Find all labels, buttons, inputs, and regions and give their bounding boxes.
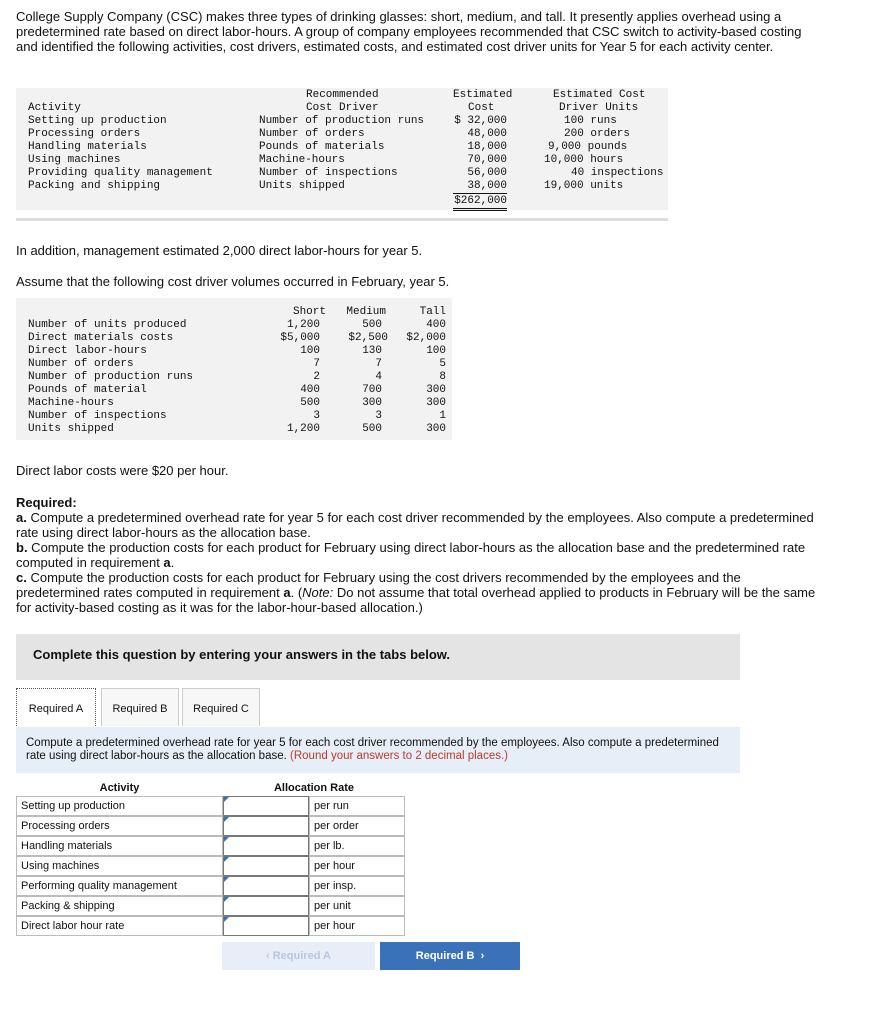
activity-label: Performing quality management xyxy=(16,876,223,896)
cost-total: $262,000 xyxy=(453,195,507,211)
short-8: 3 xyxy=(313,410,320,422)
row-label-4: Number of orders xyxy=(28,358,134,370)
medium-1: 500 xyxy=(362,319,382,331)
rounding-note: (Round your answers to 2 decimal places.) xyxy=(290,750,508,762)
header-units-2: Driver Units xyxy=(559,102,639,114)
cost-6: 38,000 xyxy=(453,180,507,194)
medium-3: 130 xyxy=(362,345,382,357)
rate-unit: per insp. xyxy=(309,876,405,896)
activity-6: Packing and shipping xyxy=(28,180,161,192)
tall-2: $2,000 xyxy=(406,332,446,344)
short-2: $5,000 xyxy=(280,332,320,344)
tall-8: 1 xyxy=(439,410,446,422)
activity-label: Packing & shipping xyxy=(16,896,223,916)
labor-cost-note: Direct labor costs were $20 per hour. xyxy=(16,463,229,478)
cost-4: 70,000 xyxy=(467,154,507,166)
activity-label: Using machines xyxy=(16,856,223,876)
header-cost-2: Cost xyxy=(468,102,495,114)
rate-input[interactable] xyxy=(223,836,309,856)
tab-required-b[interactable]: Required B xyxy=(101,688,179,726)
activity-1: Setting up production xyxy=(28,115,167,127)
units-2: 200 orders xyxy=(564,128,631,140)
medium-4: 7 xyxy=(375,358,382,370)
rate-input[interactable] xyxy=(223,796,309,816)
banner-text: Complete this question by entering your answers in the tabs below. xyxy=(33,647,451,662)
cost-2: 48,000 xyxy=(467,128,507,140)
header-short: Short xyxy=(292,306,326,318)
rate-input[interactable] xyxy=(223,896,309,916)
divider xyxy=(16,218,668,221)
medium-9: 500 xyxy=(362,423,382,435)
tall-1: 400 xyxy=(426,319,446,331)
activity-3: Handling materials xyxy=(28,141,147,153)
cost-1: $ 32,000 xyxy=(454,115,507,127)
rate-input[interactable] xyxy=(223,816,309,836)
medium-6: 700 xyxy=(362,384,382,396)
medium-7: 300 xyxy=(362,397,382,409)
february-volumes-table xyxy=(16,298,452,440)
header-tall: Tall xyxy=(419,306,446,318)
instructions-banner xyxy=(16,634,740,680)
row-label-9: Units shipped xyxy=(28,423,114,435)
row-label-3: Direct labor-hours xyxy=(28,345,147,357)
header-medium: Medium xyxy=(346,306,386,318)
short-9: 1,200 xyxy=(286,423,320,435)
cost-5: 56,000 xyxy=(467,167,507,179)
rate-unit: per lb. xyxy=(309,836,405,856)
short-5: 2 xyxy=(313,371,320,383)
chevron-right-icon: › xyxy=(474,950,485,962)
driver-3: Pounds of materials xyxy=(259,141,385,153)
tall-6: 300 xyxy=(426,384,446,396)
row-label-7: Machine-hours xyxy=(28,397,114,409)
units-5: 40 inspections xyxy=(571,167,664,179)
row-label-8: Number of inspections xyxy=(28,410,167,422)
tall-4: 5 xyxy=(439,358,446,370)
short-3: 100 xyxy=(300,345,320,357)
requirements xyxy=(16,495,816,615)
medium-2: $2,500 xyxy=(348,332,388,344)
tab-required-a[interactable]: Required A xyxy=(16,688,96,726)
problem-intro: College Supply Company (CSC) makes three types of drinking glasses: short, medium, and tall. It presently applies overhead using a predetermined rate based on direct labor-hours. A group of company employees recommended that CSC switch to activity-based costing and identified the following activities, cost drivers, estimated costs, and estimated cost driver units for Year 5 for each activity center. xyxy=(16,9,802,54)
activity-label: Handling materials xyxy=(16,836,223,856)
activity-label: Setting up production xyxy=(16,796,223,816)
activity-4: Using machines xyxy=(28,154,121,166)
driver-4: Machine-hours xyxy=(259,154,345,166)
activity-label: Processing orders xyxy=(16,816,223,836)
short-1: 1,200 xyxy=(286,319,320,331)
header-driver-2: Cost Driver xyxy=(306,102,379,114)
next-tab-button[interactable]: Required B › xyxy=(380,942,520,970)
row-label-5: Number of production runs xyxy=(28,371,194,383)
activity-table xyxy=(16,88,668,210)
rate-unit: per run xyxy=(309,796,405,816)
driver-6: Units shipped xyxy=(259,180,345,192)
row-label-2: Direct materials costs xyxy=(28,332,174,344)
tall-9: 300 xyxy=(426,423,446,435)
row-label-1: Number of units produced xyxy=(28,319,187,331)
requirement-c: c. Compute the production costs for each product for February using the cost drivers recommended by the employees and the predetermined rates computed in requirement a. (Note: Do not assume that total overhead applied to products in February will be the same for activity-based costing as it was for the labor-hour-based allocation.) xyxy=(16,570,816,615)
rate-unit: per order xyxy=(309,816,405,836)
header-cost-1: Estimated xyxy=(453,89,513,101)
cost-3: 18,000 xyxy=(467,141,507,153)
header-units-1: Estimated Cost xyxy=(553,89,646,101)
activity-2: Processing orders xyxy=(28,128,141,140)
short-6: 400 xyxy=(300,384,320,396)
medium-5: 4 xyxy=(375,371,382,383)
units-3: 9,000 pounds xyxy=(548,141,628,153)
header-driver-1: Recommended xyxy=(306,89,379,101)
row-label-6: Pounds of material xyxy=(28,384,147,396)
requirement-a: a. Compute a predetermined overhead rate for year 5 for each cost driver recommended by the employees. Also compute a predetermined rate using direct labor-hours as the allocation base. xyxy=(16,510,814,540)
header-activity: Activity xyxy=(28,102,81,114)
driver-1: Number of production runs xyxy=(259,115,425,127)
rate-unit: per hour xyxy=(309,856,405,876)
rate-input[interactable] xyxy=(223,856,309,876)
required-heading: Required: xyxy=(16,495,77,510)
medium-8: 3 xyxy=(375,410,382,422)
previous-tab-button[interactable]: ‹ Required A xyxy=(222,942,375,970)
units-1: 100 runs xyxy=(564,115,617,127)
driver-5: Number of inspections xyxy=(259,167,398,179)
units-6: 19,000 units xyxy=(544,180,624,192)
requirement-b: b. Compute the production costs for each product for February using direct labor-hours as the allocation base and the predetermined rate computed in requirement a. xyxy=(16,540,806,570)
rate-input[interactable] xyxy=(223,876,309,896)
rate-input[interactable] xyxy=(223,916,309,936)
rate-unit: per hour xyxy=(309,916,405,936)
rate-unit: per unit xyxy=(309,896,405,916)
short-4: 7 xyxy=(313,358,320,370)
february-intro: Assume that the following cost driver volumes occurred in February, year 5. xyxy=(16,274,450,289)
chevron-left-icon: ‹ xyxy=(266,950,273,962)
header-allocation-rate: Allocation Rate xyxy=(273,782,355,794)
units-4: 10,000 hours xyxy=(544,154,624,166)
short-7: 500 xyxy=(300,397,320,409)
header-activity: Activity xyxy=(99,782,140,794)
activity-5: Providing quality management xyxy=(28,167,213,179)
tab-required-c[interactable]: Required C xyxy=(182,688,260,726)
labor-hours-note: In addition, management estimated 2,000 direct labor-hours for year 5. xyxy=(16,243,423,258)
tall-3: 100 xyxy=(426,345,446,357)
tall-5: 8 xyxy=(439,371,446,383)
driver-2: Number of orders xyxy=(259,128,365,140)
tall-7: 300 xyxy=(426,397,446,409)
tab-instructions: Compute a predetermined overhead rate for year 5 for each cost driver recommended by the employees. Also compute a predetermined rate using direct labor-hours as the allocation base. (Round your answers to 2 decimal places.) xyxy=(16,727,740,773)
activity-label: Direct labor hour rate xyxy=(16,916,223,936)
